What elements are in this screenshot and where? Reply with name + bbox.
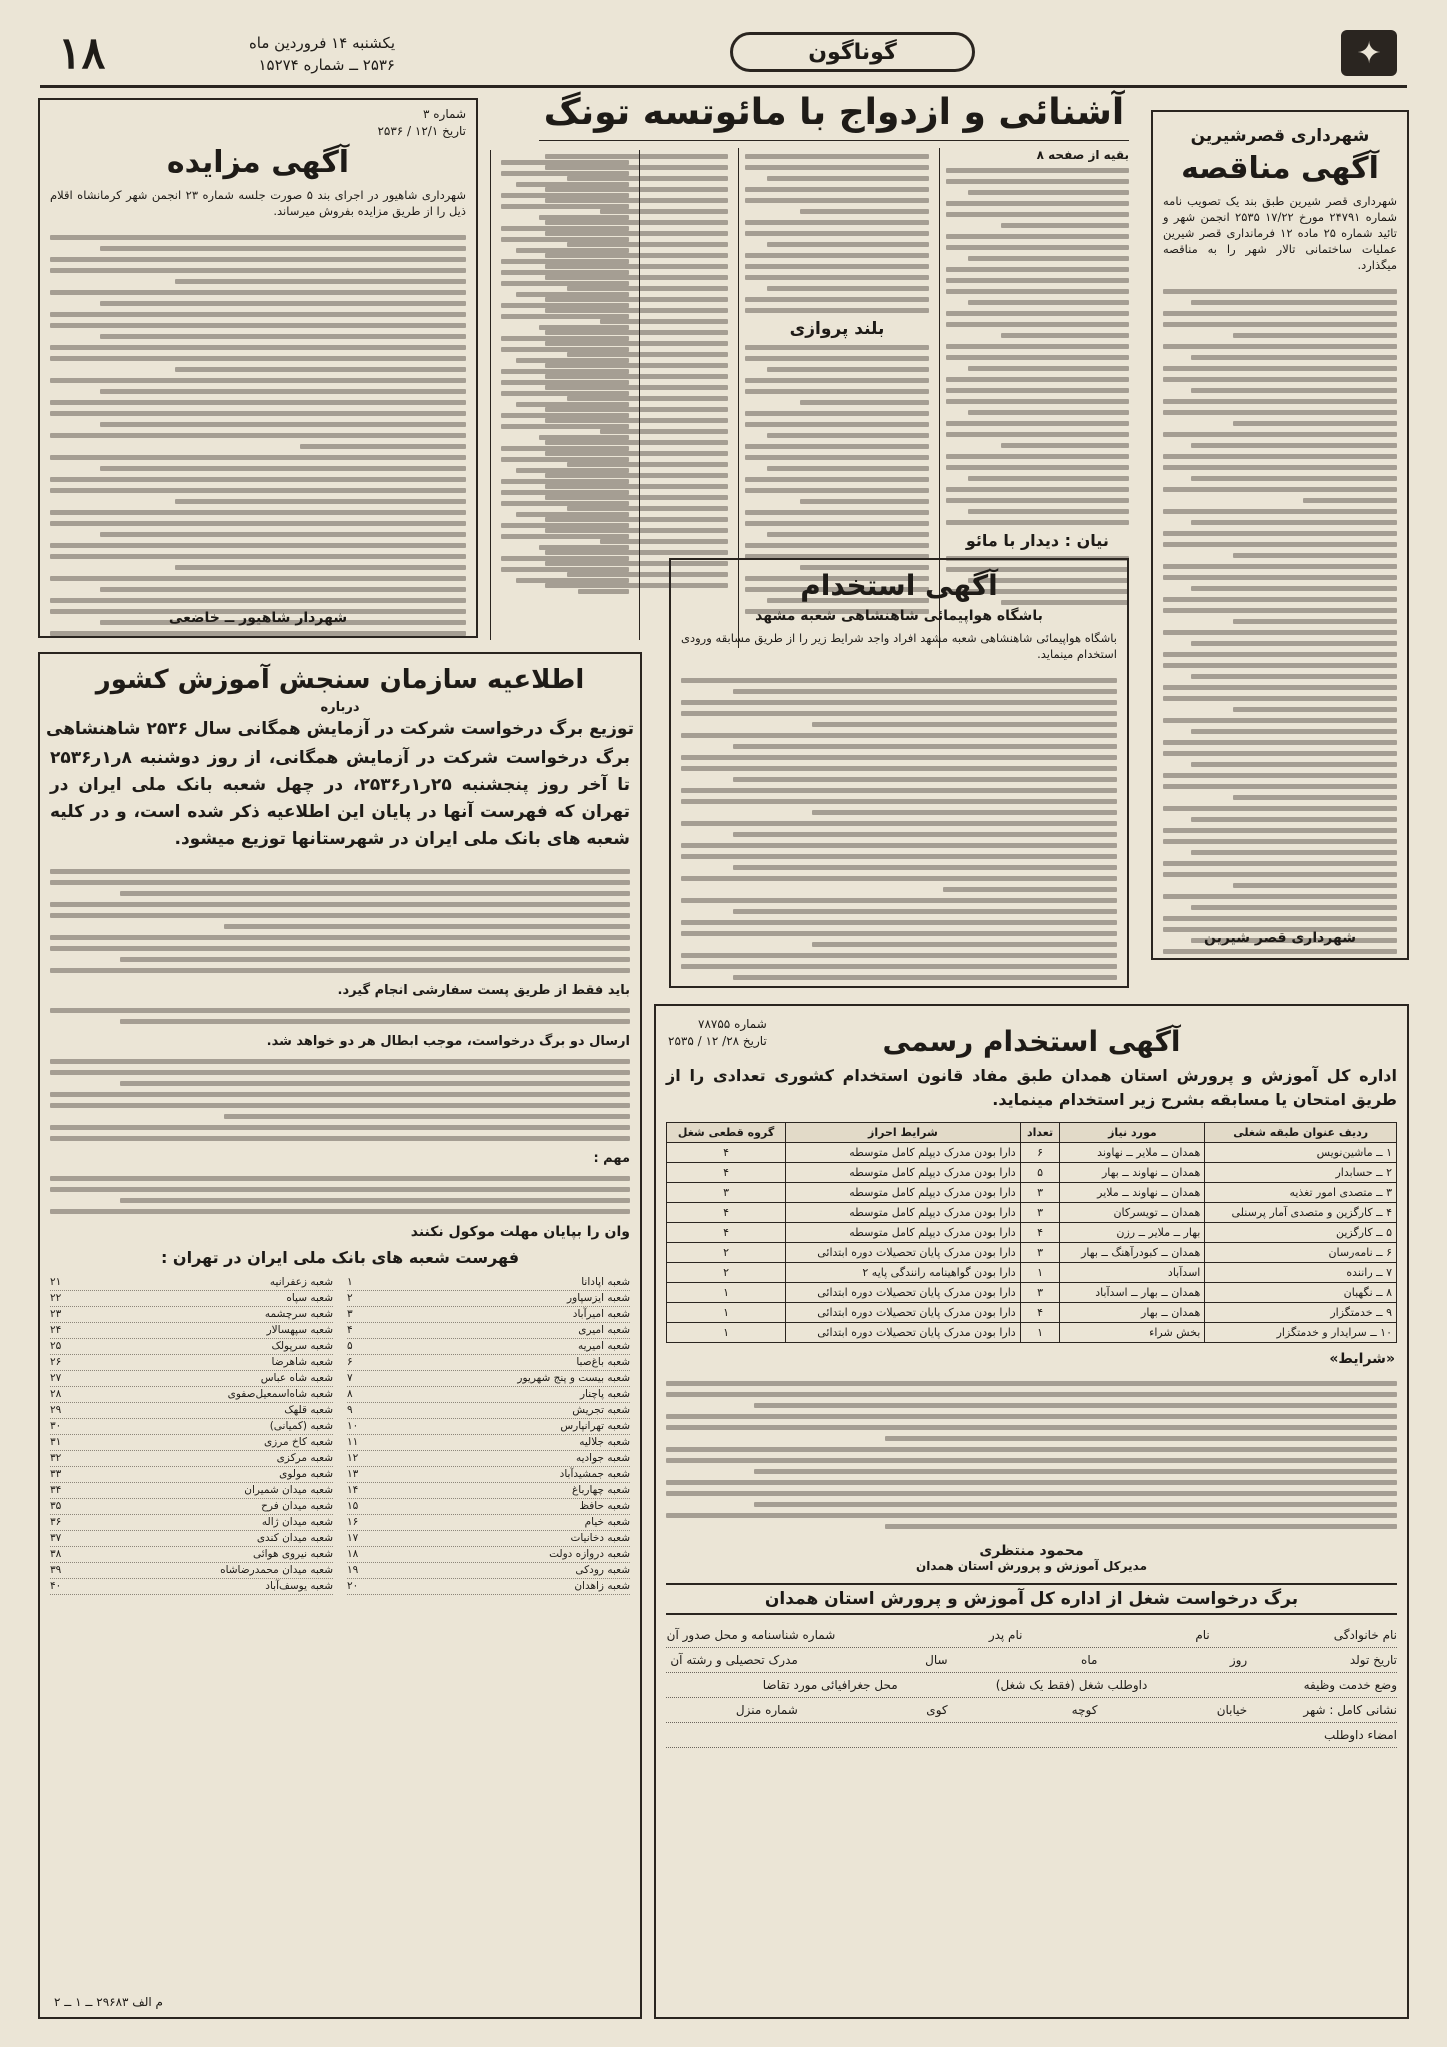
exam-notice-about: درباره [320, 699, 360, 715]
form-field-label: نام خانوادگی [1333, 1628, 1397, 1643]
branch-name: شعبه سپاه [286, 1291, 333, 1304]
branch-number: ۲۷ [50, 1371, 62, 1384]
branch-name: شعبه قلهک [284, 1403, 333, 1416]
branch-name: شعبه میدان فرح [261, 1499, 333, 1512]
branch-number: ۱۲ [347, 1451, 359, 1464]
branch-name: شعبه تهرانپارس [560, 1419, 630, 1432]
branch-name: شعبه سرپولک [271, 1339, 333, 1352]
branch-number: ۹ [347, 1403, 353, 1416]
branch-number: ۲۸ [50, 1387, 62, 1400]
branch-list-item [50, 1467, 333, 1483]
branch-name: شعبه امیرآباد [572, 1307, 630, 1320]
branch-list-item [347, 1323, 630, 1339]
branch-list-item [50, 1547, 333, 1563]
form-field-label: امضاء داوطلب [1323, 1728, 1397, 1743]
date-line: یکشنبه ۱۴ فروردین ماه [248, 34, 395, 52]
branch-number: ۷ [347, 1371, 353, 1384]
table-cell: دارا بودن مدرک پایان تحصیلات دوره ابتدائی [786, 1243, 1021, 1263]
page-number: ۱۸ [58, 28, 106, 79]
branch-list-item [50, 1531, 333, 1547]
airline-hiring-body: باشگاه هواپیمائی شاهنشاهی شعبه مشهد افراد واجد شرایط زیر را از طریق مسابقه ورودی استخدام مینماید. [681, 631, 1117, 662]
branch-name: شعبه اپادانا [581, 1275, 630, 1288]
branch-list-item [347, 1483, 630, 1499]
branch-list-item [347, 1339, 630, 1355]
branch-name: شعبه شاه‌اسمعیل‌صفوی [227, 1387, 333, 1400]
airline-hiring-subtitle: باشگاه هواپیمائی شاهنشاهی شعبه مشهد [755, 608, 1043, 625]
form-field-label: شماره منزل [735, 1703, 798, 1718]
branch-list-item [347, 1547, 630, 1563]
official-hiring-ref-date: تاریخ ۲۸/ ۱۲ / ۲۵۳۵ [668, 1034, 767, 1048]
branch-number: ۳۹ [50, 1563, 62, 1576]
branch-list-col-left [50, 1275, 333, 1595]
branch-name: شعبه باغ‌صبا [576, 1355, 630, 1368]
table-header-cell: مورد نیاز [1060, 1123, 1205, 1143]
table-cell: ۴ ــ کارگزین و متصدی آمار پرسنلی [1205, 1203, 1397, 1223]
branch-name: شعبه میدان شمیران [244, 1483, 333, 1496]
tender-body-text [1153, 279, 1407, 961]
branch-name: شعبه کاخ مرزی [263, 1435, 333, 1448]
table-cell: ۴ [667, 1203, 786, 1223]
auction-title: آگهی مزایده [166, 145, 350, 180]
branch-name: شعبه خیام [584, 1515, 630, 1528]
branch-number: ۸ [347, 1387, 353, 1400]
branch-number: ۱۳ [347, 1467, 359, 1480]
form-field-label: خیابان [1216, 1703, 1248, 1718]
branch-name: شعبه امیری [578, 1323, 630, 1336]
branch-list-item [50, 1291, 333, 1307]
branch-list-item [347, 1387, 630, 1403]
branch-list-item [50, 1323, 333, 1339]
feature-subhead-2: نیان : دیدار با مائو [965, 531, 1109, 550]
branch-name: شعبه تجریش [572, 1403, 630, 1416]
branch-name: شعبه زعفرانیه [269, 1275, 333, 1288]
auction-intro: شهرداری شاهیور در اجرای بند ۵ صورت جلسه شماره ۲۳ انجمن شهر کرمانشاه اقلام ذیل را از طریق مزایده بفروش میرساند. [50, 187, 466, 218]
form-row [666, 1723, 1397, 1748]
branch-list-item [347, 1291, 630, 1307]
branch-number: ۲۶ [50, 1355, 62, 1368]
branch-list-item [347, 1499, 630, 1515]
form-field-label: نام پدر [988, 1628, 1023, 1643]
branch-number: ۱ [347, 1275, 353, 1288]
auction-ad [38, 98, 478, 638]
airline-hiring-body-text [671, 668, 1127, 988]
branch-list-item [50, 1403, 333, 1419]
table-cell: ۱ [1020, 1323, 1060, 1343]
branch-number: ۳۴ [50, 1483, 62, 1496]
tender-intro: شهرداری قصر شیرین طبق بند یک تصویب نامه شماره ۲۴۷۹۱ مورخ ۱۷/۲۲ ۲۵۳۵ انجمن شهر و تائید شماره ۲۵ ماده ۱۲ فرمانداری قصر شیرین عملیات ساختمانی تالار شهر را به مناقصه میگذارد. [1163, 193, 1398, 272]
form-field-label: سال [925, 1653, 948, 1668]
branch-number: ۲۰ [347, 1579, 359, 1592]
table-cell: بهار ــ ملایر ــ رزن [1060, 1223, 1205, 1243]
table-cell: اسدآباد [1060, 1263, 1205, 1283]
table-cell: ۹ ــ خدمتگزار [1205, 1303, 1397, 1323]
branch-name: شعبه شاهرضا [271, 1355, 333, 1368]
branch-list-item [50, 1499, 333, 1515]
branch-number: ۳۲ [50, 1451, 62, 1464]
branch-name: شعبه زاهدان [574, 1579, 630, 1592]
tender-signature: شهرداری قصر شیرین [1203, 930, 1357, 946]
table-cell: دارا بودن مدرک دیپلم کامل متوسطه [786, 1183, 1021, 1203]
branch-name: شعبه حافظ [579, 1499, 630, 1512]
official-hiring-signer [656, 1539, 1407, 1577]
branch-list-item [347, 1403, 630, 1419]
table-header-cell: شرایط احراز [786, 1123, 1021, 1143]
table-header-cell: ردیف عنوان طبقه شغلی [1205, 1123, 1397, 1143]
table-header-cell: تعداد [1020, 1123, 1060, 1143]
issue-line: ۲۵۳۶ ــ شماره ۱۵۲۷۴ [258, 56, 395, 74]
branch-number: ۳ [347, 1307, 353, 1320]
form-field-label: تاریخ تولد [1349, 1653, 1397, 1668]
positions-table [666, 1122, 1397, 1343]
issue-date [145, 32, 395, 76]
branch-number: ۴۰ [50, 1579, 62, 1592]
table-cell: ۲ [667, 1243, 786, 1263]
feature-headline: آشنائی و ازدواج با مائوتسه تونگ [543, 92, 1125, 133]
branch-name: شعبه جوادیه [575, 1451, 630, 1464]
table-cell: دارا بودن مدرک دیپلم کامل متوسطه [786, 1163, 1021, 1183]
airline-hiring-ad [669, 558, 1129, 988]
form-field-label: کوچه [1071, 1703, 1098, 1718]
official-hiring-title: آگهی استخدام رسمی [882, 1025, 1181, 1058]
branch-number: ۱۸ [347, 1547, 359, 1560]
branch-name: شعبه رودکی [575, 1563, 630, 1576]
masthead [40, 20, 1407, 88]
branch-number: ۲۲ [50, 1291, 62, 1304]
branch-list-item [347, 1515, 630, 1531]
branch-list-item [347, 1307, 630, 1323]
exam-notice [38, 652, 642, 2019]
table-cell: ۷ ــ راننده [1205, 1263, 1397, 1283]
table-cell: دارا بودن مدرک پایان تحصیلات دوره ابتدائی [786, 1283, 1021, 1303]
branch-list-item [347, 1355, 630, 1371]
branch-name: شعبه بیست و پنج شهریور [517, 1371, 630, 1384]
branch-list-item [347, 1435, 630, 1451]
branch-number: ۴ [347, 1323, 353, 1336]
auction-ref-number: شماره ۳ [423, 107, 466, 121]
table-row [667, 1223, 1397, 1243]
official-hiring-ref-number: شماره ۷۸۷۵۵ [698, 1017, 767, 1031]
table-cell: ۱ ــ ماشین‌نویس [1205, 1143, 1397, 1163]
table-cell: ۱ [667, 1303, 786, 1323]
table-row [667, 1183, 1397, 1203]
form-field-label: نام [1195, 1628, 1210, 1643]
auction-body-text [40, 225, 476, 639]
form-row [666, 1698, 1397, 1723]
branch-name: شعبه ایزسپاور [567, 1291, 630, 1304]
branch-list-col-right [347, 1275, 630, 1595]
branch-number: ۲۴ [50, 1323, 62, 1336]
branch-list-item [50, 1579, 333, 1595]
exam-notice-title: اطلاعیه سازمان سنجش آموزش کشور [95, 665, 585, 695]
table-cell: همدان ــ کبودرآهنگ ــ بهار [1060, 1243, 1205, 1263]
branch-number: ۳۵ [50, 1499, 62, 1512]
branch-number: ۲۵ [50, 1339, 62, 1352]
application-form [656, 1617, 1407, 1754]
auction-ref-date: تاریخ ۱۲/۱ / ۲۵۳۶ [377, 124, 466, 138]
table-cell: ۸ ــ نگهبان [1205, 1283, 1397, 1303]
branch-number: ۱۵ [347, 1499, 359, 1512]
table-row [667, 1243, 1397, 1263]
table-cell: ۴ [1020, 1303, 1060, 1323]
exam-notice-note-2: ارسال دو برگ درخواست، موجب ابطال هر دو خواهد شد. [266, 1033, 630, 1049]
exam-notice-footer-code: م الف ۲۹۶۸۳ ــ ۱ ــ ۲ [54, 1995, 163, 2009]
branch-name: شعبه میدان کندی [256, 1531, 333, 1544]
table-cell: ۳ [667, 1183, 786, 1203]
positions-table-header [667, 1123, 1397, 1143]
branch-list-item [347, 1579, 630, 1595]
form-field-label: محل جغرافیائی مورد تقاضا [762, 1678, 898, 1693]
signer-name: محمود منتظری [979, 1543, 1084, 1560]
tender-ad [1151, 110, 1409, 960]
branch-list-title: فهرست شعبه های بانک ملی ایران در تهران : [160, 1247, 520, 1267]
official-hiring-ad [654, 1004, 1409, 2019]
branch-number: ۲۹ [50, 1403, 62, 1416]
branch-list-item [50, 1387, 333, 1403]
conditions-body-text [656, 1371, 1407, 1539]
branch-name: شعبه (کمیانی) [269, 1419, 333, 1432]
branch-number: ۲ [347, 1291, 353, 1304]
branch-name: شعبه شاه عباس [260, 1371, 333, 1384]
branch-number: ۳۰ [50, 1419, 62, 1432]
table-cell: همدان ــ تویسرکان [1060, 1203, 1205, 1223]
branch-list-item [50, 1371, 333, 1387]
branch-number: ۱۱ [347, 1435, 359, 1448]
exam-notice-note-1: باید فقط از طریق پست سفارشی انجام گیرد. [337, 982, 630, 998]
table-cell: دارا بودن مدرک دیپلم کامل متوسطه [786, 1223, 1021, 1243]
conditions-title: «شرایط» [1329, 1351, 1395, 1368]
table-cell: ۶ ــ نامه‌رسان [1205, 1243, 1397, 1263]
branch-list-item [50, 1419, 333, 1435]
form-row [666, 1673, 1397, 1698]
branch-name: شعبه مولوی [279, 1467, 333, 1480]
branch-number: ۱۹ [347, 1563, 359, 1576]
table-cell: همدان ــ نهاوند ــ ملایر [1060, 1183, 1205, 1203]
branch-name: شعبه نیروی هوائی [252, 1547, 333, 1560]
branch-number: ۲۳ [50, 1307, 62, 1320]
form-field-label: مدرک تحصیلی و رشته آن [670, 1653, 798, 1668]
branch-list-item [347, 1531, 630, 1547]
exam-notice-subtitle: توزیع برگ درخواست شرکت در آزمایش همگانی سال ۲۵۳۶ شاهنشاهی [46, 718, 634, 739]
table-cell: همدان ــ نهاوند ــ بهار [1060, 1163, 1205, 1183]
branch-name: شعبه میدان ژاله [261, 1515, 333, 1528]
table-cell: ۴ [667, 1143, 786, 1163]
branch-list-item [50, 1483, 333, 1499]
tender-title: آگهی مناقصه [1181, 151, 1379, 186]
form-field-label: وضع خدمت وظیفه [1303, 1678, 1397, 1693]
branch-list-item [347, 1467, 630, 1483]
auction-ref [40, 100, 476, 146]
branch-list-item [50, 1355, 333, 1371]
branch-list-item [347, 1419, 630, 1435]
section-title: گوناگون [730, 32, 975, 72]
branch-name: شعبه جمشیدآباد [559, 1467, 630, 1480]
positions-table-body [667, 1143, 1397, 1343]
newspaper-logo-icon: ✦ [1341, 30, 1397, 76]
table-row [667, 1163, 1397, 1183]
table-cell: ۵ ــ کارگزین [1205, 1223, 1397, 1243]
branch-number: ۱۶ [347, 1515, 359, 1528]
branch-name: شعبه مرکزی [276, 1451, 333, 1464]
branch-list-item [50, 1435, 333, 1451]
table-cell: ۶ [1020, 1143, 1060, 1163]
branch-list-item [347, 1371, 630, 1387]
exam-notice-important: مهم : [593, 1150, 630, 1166]
table-header-cell: گروه قطعی شغل [667, 1123, 786, 1143]
table-cell: ۳ [1020, 1203, 1060, 1223]
form-row [666, 1648, 1397, 1673]
signer-title: مدیرکل آموزش و پرورش استان همدان [915, 1559, 1147, 1574]
table-cell: ۳ [1020, 1283, 1060, 1303]
table-cell: ۲ [667, 1263, 786, 1283]
branch-list-item [50, 1275, 333, 1291]
application-form-title: برگ درخواست شغل از اداره کل آموزش و پرورش استان همدان [666, 1583, 1397, 1615]
form-field-label: داوطلب شغل (فقط یک شغل) [995, 1678, 1148, 1693]
branch-list-item [50, 1307, 333, 1323]
branch-number: ۱۰ [347, 1419, 359, 1432]
branch-number: ۳۶ [50, 1515, 62, 1528]
table-cell: ۴ [667, 1223, 786, 1243]
table-cell: همدان ــ بهار ــ اسدآباد [1060, 1283, 1205, 1303]
branch-name: شعبه پاچنار [579, 1387, 630, 1400]
table-cell: دارا بودن گواهینامه رانندگی پایه ۲ [786, 1263, 1021, 1283]
table-cell: دارا بودن مدرک دیپلم کامل متوسطه [786, 1143, 1021, 1163]
branch-number: ۲۱ [50, 1275, 62, 1288]
branch-number: ۵ [347, 1339, 353, 1352]
table-row [667, 1303, 1397, 1323]
branch-name: شعبه چهارباغ [572, 1483, 630, 1496]
official-hiring-ref [668, 1016, 767, 1050]
branch-list-item [347, 1451, 630, 1467]
form-field-label: ماه [1081, 1653, 1098, 1668]
branch-number: ۶ [347, 1355, 353, 1368]
branch-name: شعبه امیریه [577, 1339, 630, 1352]
branch-name: شعبه سپهسالار [266, 1323, 333, 1336]
tender-org: شهرداری قصرشیرین [1190, 126, 1370, 146]
official-hiring-lead: اداره کل آموزش و پرورش استان همدان طبق مفاد قانون استخدام کشوری تعدادی را از طریق امتحان یا مسابقه بشرح زیر استخدام مینماید. [666, 1066, 1397, 1110]
form-field-label: روز [1229, 1653, 1248, 1668]
branch-list-item [50, 1563, 333, 1579]
table-cell: ۱ [1020, 1263, 1060, 1283]
feature-subhead-1: بلند پروازی [789, 319, 885, 339]
table-cell: ۲ ــ حسابدار [1205, 1163, 1397, 1183]
branch-name: شعبه دروازه دولت [549, 1547, 630, 1560]
branch-name: شعبه میدان محمدرضاشاه [220, 1563, 333, 1576]
exam-notice-closing: وان را بپایان مهلت موکول نکنند [410, 1223, 630, 1240]
branch-list-item [347, 1275, 630, 1291]
table-cell: دارا بودن مدرک پایان تحصیلات دوره ابتدائی [786, 1323, 1021, 1343]
branch-number: ۱۷ [347, 1531, 359, 1544]
form-field-label: نشانی کامل : شهر [1303, 1703, 1397, 1718]
branch-number: ۳۱ [50, 1435, 62, 1448]
table-cell: ۱ [667, 1323, 786, 1343]
branch-number: ۳۷ [50, 1531, 62, 1544]
table-cell: بخش شراء [1060, 1323, 1205, 1343]
branch-list [40, 1269, 640, 1601]
exam-notice-lead: برگ درخواست شرکت در آزمایش همگانی، از روز دوشنبه ۸ر۱ر۲۵۳۶ تا آخر روز پنجشنبه ۲۵ر۱ر۲۵۳۶، در چهل شعبه بانک ملی ایران در تهران که فهرست آنها در پایان این اطلاعیه ذکر شده است، و در کلیه شعبه های بانک ملی ایران در شهرستانها توزیع میشود. [50, 747, 631, 849]
table-cell: ۵ [1020, 1163, 1060, 1183]
branch-name: شعبه یوسف‌آباد [265, 1579, 333, 1592]
table-row [667, 1323, 1397, 1343]
branch-list-item [50, 1515, 333, 1531]
table-cell: ۱۰ ــ سرایدار و خدمتگزار [1205, 1323, 1397, 1343]
auction-signature: شهردار شاهیور ــ خاضعی [168, 610, 348, 626]
form-field-label: کوی [926, 1703, 948, 1718]
airline-hiring-title: آگهی استخدام [800, 569, 998, 602]
form-row [666, 1623, 1397, 1648]
table-row [667, 1143, 1397, 1163]
table-cell: ۳ [1020, 1183, 1060, 1203]
branch-list-item [347, 1563, 630, 1579]
table-cell: ۱ [667, 1283, 786, 1303]
branch-number: ۱۴ [347, 1483, 359, 1496]
branch-name: شعبه سرچشمه [264, 1307, 333, 1320]
branch-list-item [50, 1339, 333, 1355]
table-row [667, 1283, 1397, 1303]
exam-notice-body-text [40, 859, 640, 983]
table-cell: دارا بودن مدرک پایان تحصیلات دوره ابتدائی [786, 1303, 1021, 1323]
branch-name: شعبه دخانیات [570, 1531, 630, 1544]
table-cell: ۴ [1020, 1223, 1060, 1243]
table-cell: ۳ ــ متصدی امور تغذیه [1205, 1183, 1397, 1203]
table-cell: دارا بودن مدرک دیپلم کامل متوسطه [786, 1203, 1021, 1223]
table-cell: همدان ــ ملایر ــ نهاوند [1060, 1143, 1205, 1163]
table-row [667, 1263, 1397, 1283]
branch-list-item [50, 1451, 333, 1467]
table-cell: ۳ [1020, 1243, 1060, 1263]
table-cell: ۴ [667, 1163, 786, 1183]
branch-name: شعبه جلالیه [579, 1435, 630, 1448]
feature-continuation: بقیه از صفحه ۸ [1036, 148, 1129, 162]
branch-number: ۳۳ [50, 1467, 62, 1480]
branch-number: ۳۸ [50, 1547, 62, 1560]
table-row [667, 1203, 1397, 1223]
table-cell: همدان ــ بهار [1060, 1303, 1205, 1323]
feature-col-4 [490, 150, 640, 640]
form-field-label: شماره شناسنامه و محل صدور آن [666, 1628, 836, 1643]
